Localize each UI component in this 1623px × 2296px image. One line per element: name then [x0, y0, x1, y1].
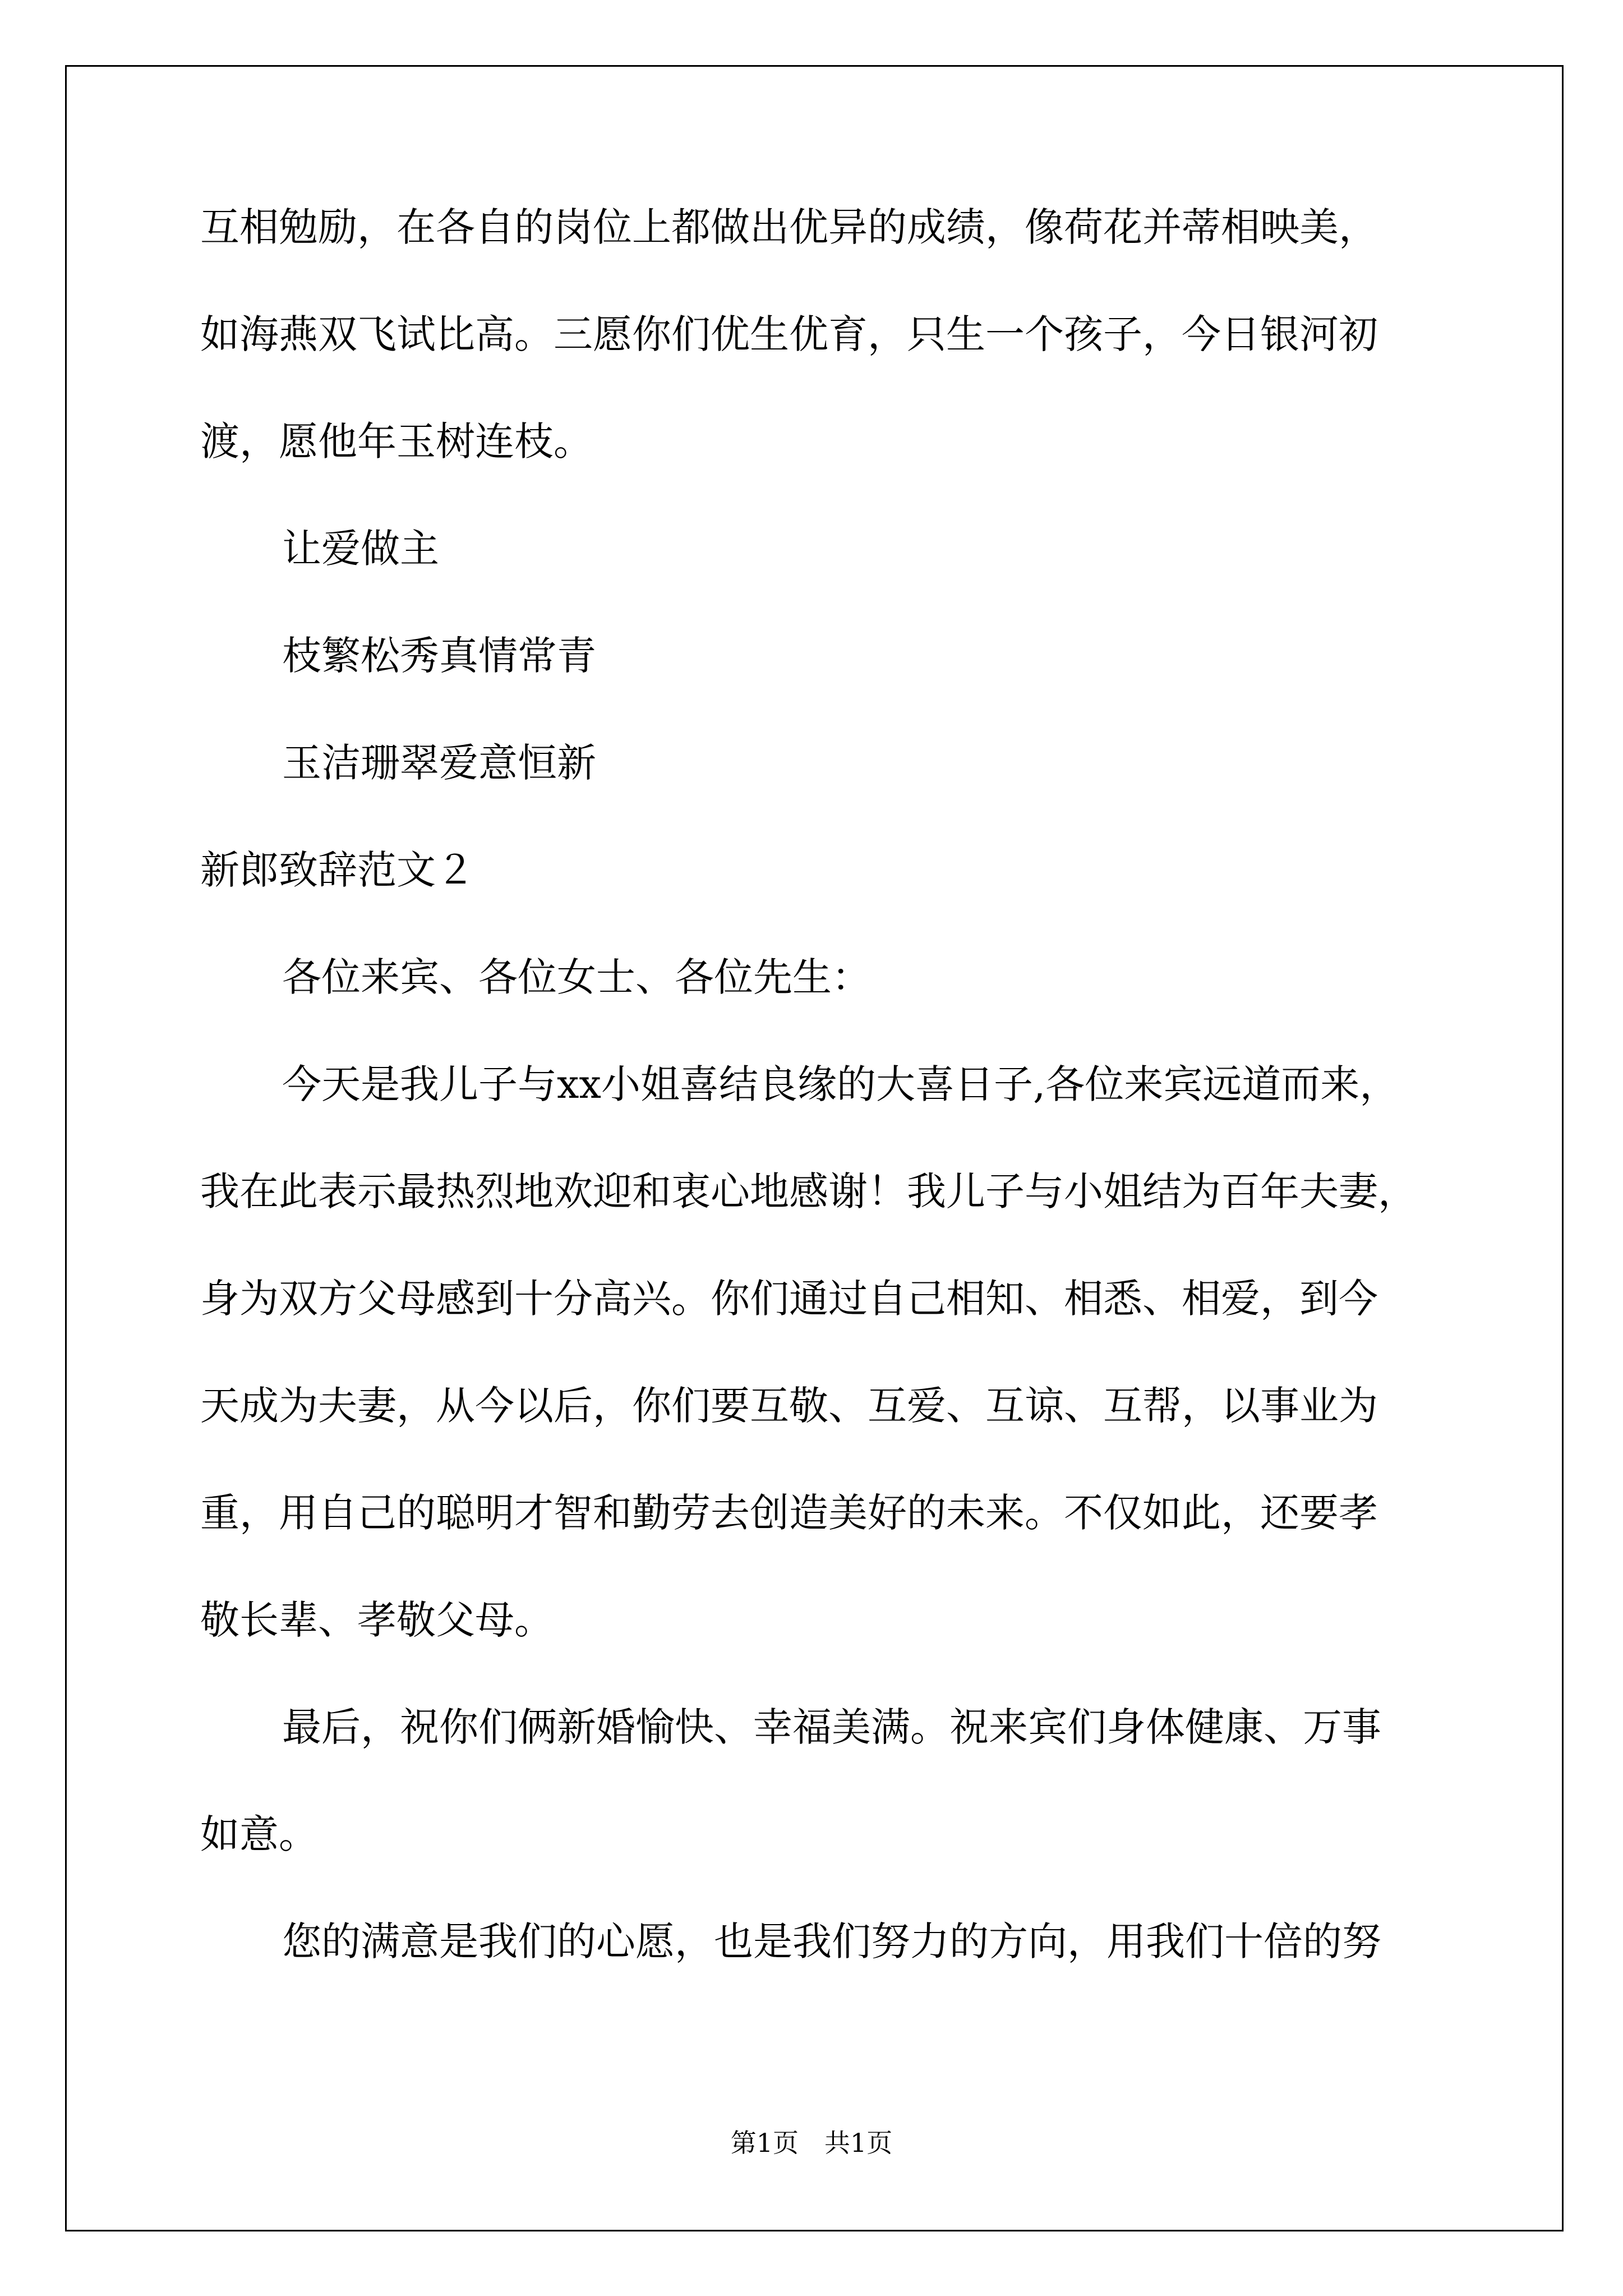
- page-footer: [0, 2126, 1623, 2160]
- body-line-1: 互相勉励，在各自的岗位上都做出优异的成绩，像荷花并蒂相映美，: [200, 204, 1378, 250]
- body-line-12: 天成为夫妻，从今以后，你们要互敬、互爱、互谅、互帮，以事业为: [200, 1383, 1378, 1429]
- body-line-3: 渡，愿他年玉树连枝。: [200, 418, 593, 464]
- page-number: 第1页: [730, 2128, 799, 2158]
- page-total: 共1页: [824, 2128, 893, 2158]
- body-line-9: 今天是我儿子与xx小姐喜结良缘的大喜日子,各位来宾远道而来，: [282, 1061, 1399, 1107]
- poem-line-2: 玉洁珊翠爱意恒新: [282, 740, 596, 786]
- poem-line-1: 枝繁松秀真情常青: [282, 633, 596, 679]
- body-line-2: 如海燕双飞试比高。三愿你们优生优育，只生一个孩子，今日银河初: [200, 311, 1378, 357]
- body-line-16: 如意。: [200, 1811, 318, 1857]
- body-line-14: 敬长辈、孝敬父母。: [200, 1597, 554, 1643]
- body-line-15: 最后，祝你们俩新婚愉快、幸福美满。祝来宾们身体健康、万事: [282, 1704, 1381, 1750]
- salutation: 各位来宾、各位女士、各位先生：: [282, 954, 871, 1000]
- body-line-17: 您的满意是我们的心愿，也是我们努力的方向，用我们十倍的努: [282, 1918, 1381, 1964]
- page-border: [65, 65, 1564, 2231]
- body-line-13: 重，用自己的聪明才智和勤劳去创造美好的未来。不仅如此，还要孝: [200, 1490, 1378, 1536]
- body-line-11: 身为双方父母感到十分高兴。你们通过自己相知、相悉、相爱，到今: [200, 1276, 1378, 1322]
- body-line-10: 我在此表示最热烈地欢迎和衷心地感谢！我儿子与小姐结为百年夫妻，: [200, 1168, 1417, 1214]
- poem-title: 让爱做主: [282, 526, 439, 572]
- section-heading: 新郎致辞范文２: [200, 847, 475, 893]
